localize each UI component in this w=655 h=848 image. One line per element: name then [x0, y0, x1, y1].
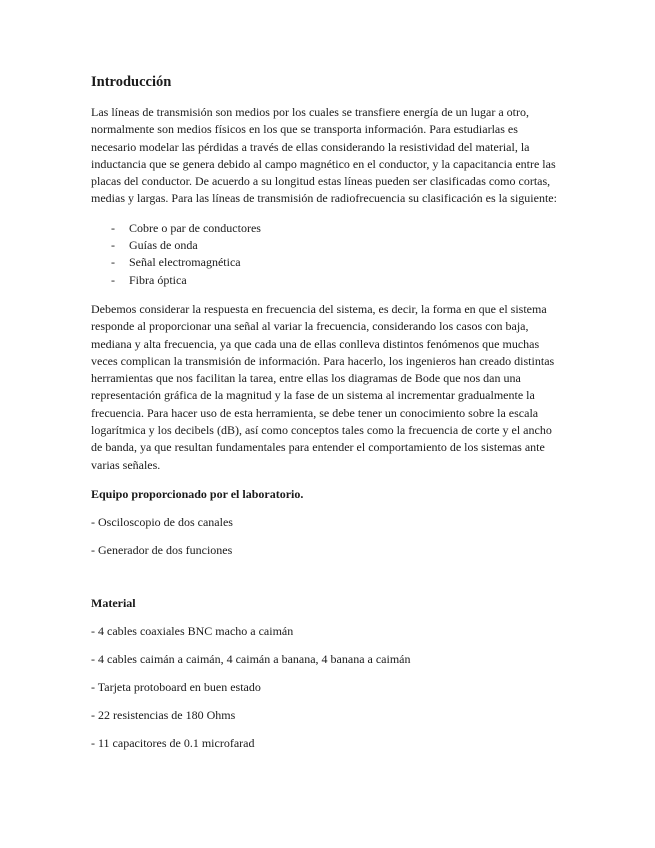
- intro-paragraph: Las líneas de transmisión son medios por los cuales se transfiere energía de un lugar a otro, normalmente son medios físicos en los que se transporta información. Para estudiarlas es necesario modelar las pérdidas a través de ellas considerando la resistividad del material, la inductancia que se genera debido al campo magnético en el conductor, y la capacitancia entre las placas del conductor. De acuerdo a su longitud estas líneas pueden ser clasificadas como cortas, medias y largas. Para las líneas de transmisión de radiofrecuencia su clasificación es la siguiente:: [91, 105, 557, 206]
- material-item: - 11 capacitores de 0.1 microfarad: [91, 735, 255, 750]
- list-item: [91, 272, 566, 289]
- classification-list: [91, 220, 566, 289]
- list-item: [91, 220, 566, 237]
- list-item-text: Fibra óptica: [129, 272, 187, 287]
- dash-bullet: -: [111, 255, 115, 270]
- list-item: [91, 237, 566, 254]
- dash-bullet: -: [111, 238, 115, 253]
- material-heading: Material: [91, 595, 136, 610]
- material-item: - 22 resistencias de 180 Ohms: [91, 707, 236, 722]
- document-page: [91, 72, 566, 763]
- material-item: - 4 cables caimán a caimán, 4 caimán a banana, 4 banana a caimán: [91, 651, 411, 666]
- material-item: - 4 cables coaxiales BNC macho a caimán: [91, 623, 294, 638]
- list-item-text: Señal electromagnética: [129, 255, 241, 270]
- page-title: Introducción: [91, 74, 172, 90]
- list-item-text: Guías de onda: [129, 238, 198, 253]
- material-item: - Tarjeta protoboard en buen estado: [91, 679, 261, 694]
- list-item: [91, 254, 566, 271]
- section-spacer: [91, 570, 566, 595]
- equipment-item: - Generador de dos funciones: [91, 542, 233, 557]
- equipment-heading: Equipo proporcionado por el laboratorio.: [91, 486, 304, 501]
- list-item-text: Cobre o par de conductores: [129, 220, 261, 235]
- dash-bullet: -: [111, 272, 115, 287]
- equipment-item: - Osciloscopio de dos canales: [91, 514, 233, 529]
- frequency-paragraph: Debemos considerar la respuesta en frecuencia del sistema, es decir, la forma en que el sistema responde al proporcionar una señal al variar la frecuencia, considerando los casos con baja, mediana y alta frecuencia, ya que cada una de ellas conlleva distintos fenómenos que muchas veces complican la transmisión de información. Para hacerlo, los ingenieros han creado distintas herramientas que nos facilitan la tarea, entre ellas los diagramas de Bode que nos dan una representación gráfica de la magnitud y la fase de un sistema al incrementar gradualmente la frecuencia. Para hacer uso de esta herramienta, se debe tener un conocimiento sobre la escala logarítmica y los decibels (dB), así como conceptos tales como la frecuencia de corte y el ancho de banda, ya que resultan fundamentales para entender el comportamiento de los sistemas ante varias señales.: [91, 301, 555, 472]
- dash-bullet: -: [111, 220, 115, 235]
